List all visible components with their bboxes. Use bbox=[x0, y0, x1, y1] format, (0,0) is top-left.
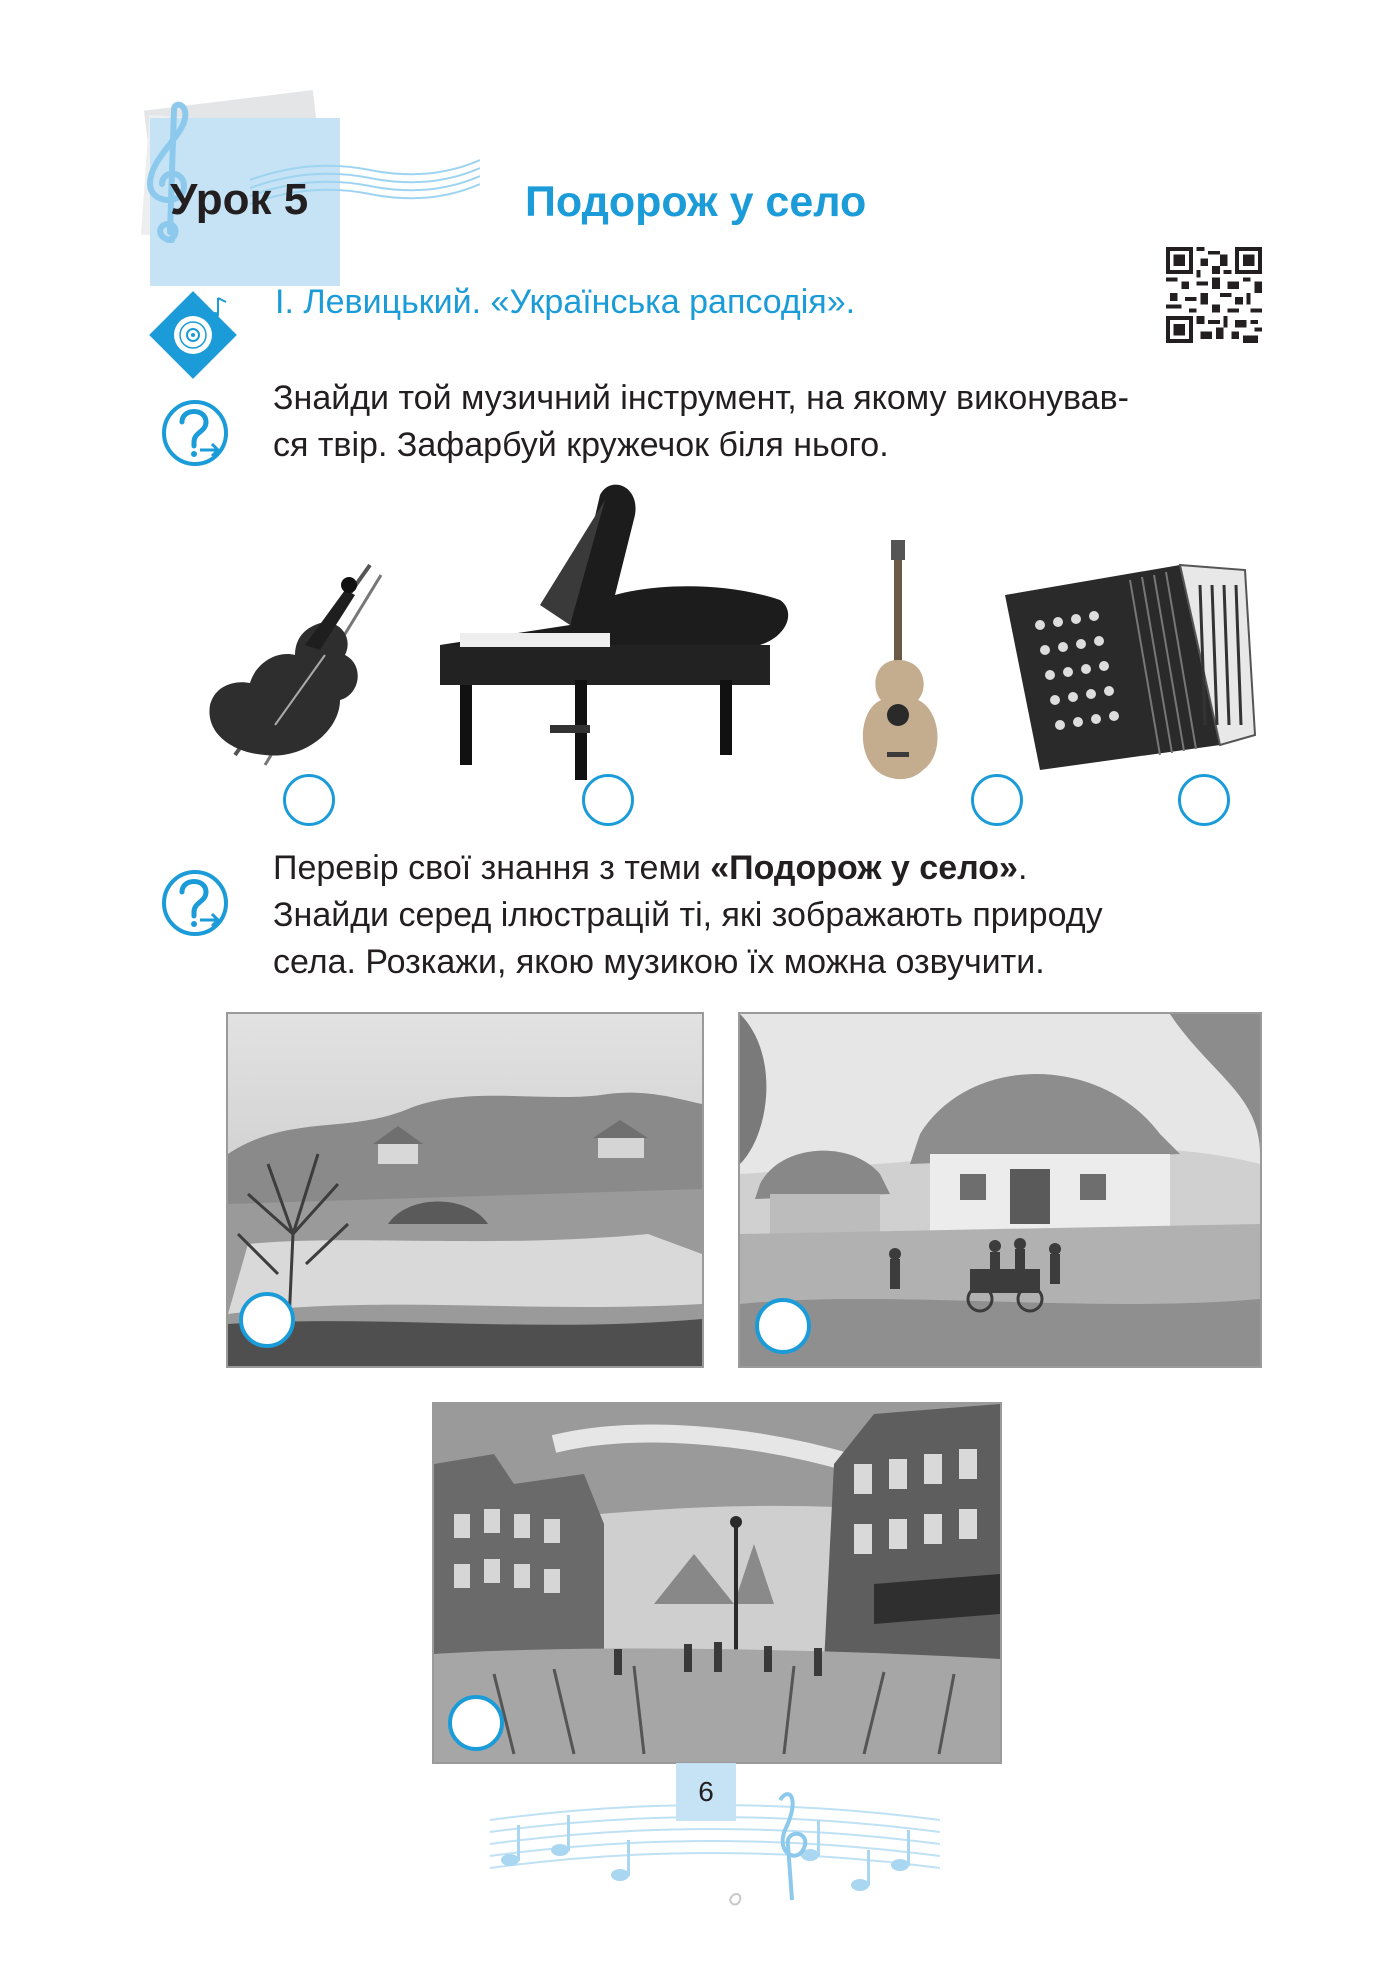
lesson-label: Урок 5 bbox=[170, 175, 309, 224]
violin-image bbox=[195, 555, 395, 785]
task2-text bbox=[273, 845, 1103, 986]
music-disc-icon bbox=[148, 290, 238, 380]
painting-village-art bbox=[740, 1014, 1260, 1366]
page-number: 6 bbox=[676, 1763, 736, 1821]
guitar-image bbox=[843, 530, 953, 790]
painting-landscape bbox=[226, 1012, 704, 1368]
question-arrow-icon bbox=[160, 868, 230, 938]
painting-landscape-art bbox=[228, 1014, 702, 1366]
accordion-image bbox=[1000, 555, 1260, 775]
painting-city bbox=[432, 1402, 1002, 1764]
answer-circle-painting-landscape[interactable] bbox=[239, 1292, 295, 1348]
answer-circle-painting-city[interactable] bbox=[448, 1695, 504, 1751]
lesson-title: Подорож у село bbox=[525, 178, 867, 226]
answer-circle-accordion[interactable] bbox=[1178, 774, 1230, 826]
painting-city-art bbox=[434, 1404, 1000, 1762]
answer-circle-painting-village[interactable] bbox=[755, 1298, 811, 1354]
task1-line1: Знайди той музичний інструмент, на якому виконував- bbox=[273, 379, 1129, 417]
painting-village bbox=[738, 1012, 1262, 1368]
answer-circle-violin[interactable] bbox=[283, 774, 335, 826]
task2-topic: «Подорож у село» bbox=[710, 849, 1018, 887]
task2-line1: Перевір свої знання з теми «Подорож у село». bbox=[273, 849, 1028, 887]
task1-line2: ся твір. Зафарбуй кружечок біля нього. bbox=[273, 426, 889, 464]
answer-circle-guitar[interactable] bbox=[971, 774, 1023, 826]
listening-piece: І. Левицький. «Українська рапсодія». bbox=[275, 283, 856, 321]
question-arrow-icon bbox=[160, 398, 230, 468]
task2-line2: Знайди серед ілюстрацій ті, які зображають природу bbox=[273, 896, 1103, 934]
grand-piano-image bbox=[420, 475, 795, 795]
answer-circle-piano[interactable] bbox=[582, 774, 634, 826]
task2-line3: села. Розкажи, якою музикою їх можна озвучити. bbox=[273, 943, 1045, 981]
task1-text bbox=[273, 375, 1129, 469]
qr-code[interactable] bbox=[1166, 247, 1262, 343]
